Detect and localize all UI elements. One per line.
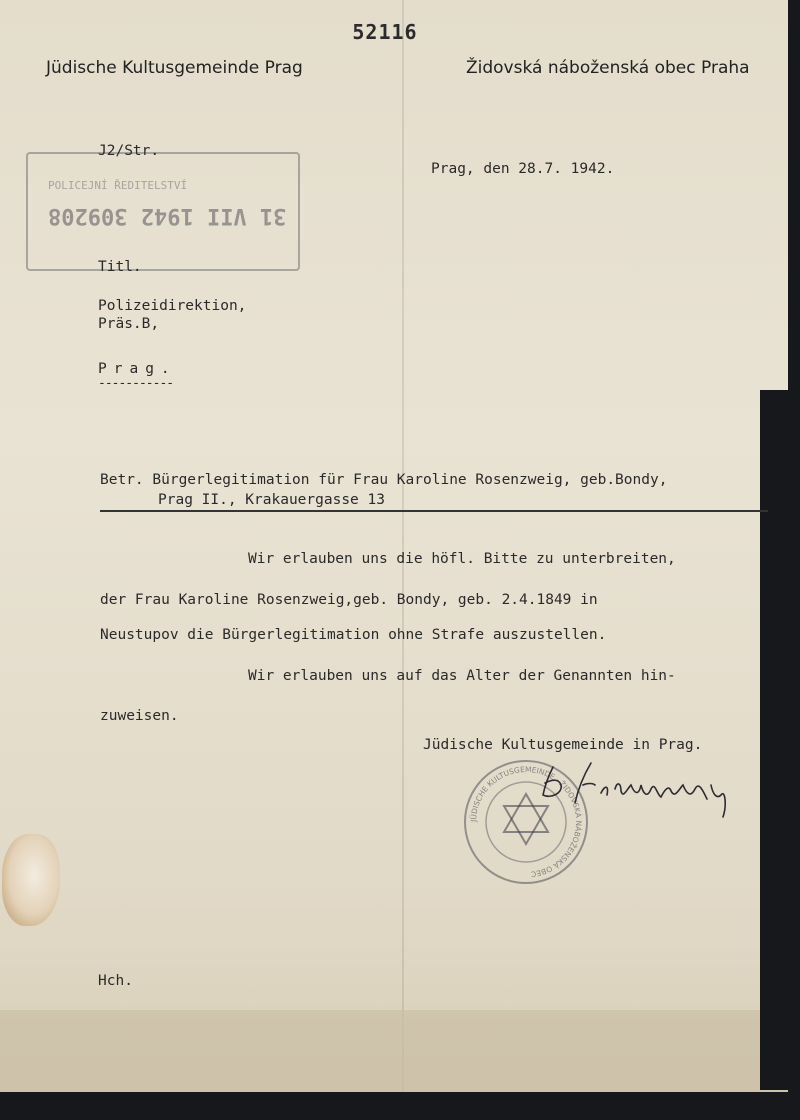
body-line-1: Wir erlauben uns die höfl. Bitte zu unterbreiten, xyxy=(248,551,676,567)
letterhead-czech: Židovská náboženská obec Praha xyxy=(466,58,750,78)
serial-number: 52116 xyxy=(352,20,418,44)
stamp-number: 31 VII 1942 309208 xyxy=(48,203,287,228)
reference-code: J2/Str. xyxy=(98,143,160,159)
body-line-2: der Frau Karoline Rosenzweig,geb. Bondy, geb. 2.4.1849 in xyxy=(100,592,598,608)
signature-block: Jüdische Kultusgemeinde in Prag. xyxy=(423,737,703,753)
subject-line-2: Prag II., Krakauergasse 13 xyxy=(158,492,385,508)
letterhead-german: Jüdische Kultusgemeinde Prag xyxy=(46,58,303,78)
handwritten-signature xyxy=(535,755,735,830)
body-line-3: Neustupov die Bürgerlegitimation ohne Strafe auszustellen. xyxy=(100,627,607,643)
body-line-5: zuweisen. xyxy=(100,708,179,724)
recipient-line-1: Polizeidirektion, xyxy=(98,298,247,314)
fold-line xyxy=(402,0,404,1092)
seal-text: JÜDISCHE KULTUSGEMEINDE · ŽIDOVSKÁ NÁBOŽENSKÁ OBEC xyxy=(468,764,584,879)
subject-underline xyxy=(100,510,768,512)
typist-initials: Hch. xyxy=(98,973,133,989)
recipient-city: Prag. xyxy=(98,361,177,377)
recipient-line-2: Präs.B, xyxy=(98,316,160,332)
subject-line-1: Betr. Bürgerlegitimation für Frau Karoline Rosenzweig, geb.Bondy, xyxy=(100,472,668,488)
body-line-4: Wir erlauben uns auf das Alter der Genannten hin- xyxy=(248,668,676,684)
city-underline: ----------- xyxy=(98,376,174,391)
date-line: Prag, den 28.7. 1942. xyxy=(431,161,615,177)
paper-bottom-edge xyxy=(0,1010,788,1092)
police-receipt-stamp xyxy=(26,152,300,271)
salutation: Titl. xyxy=(98,259,142,275)
adhesive-residue xyxy=(2,834,60,926)
svg-text:POLICEJNÍ ŘEDITELSTVÍ: POLICEJNÍ ŘEDITELSTVÍ xyxy=(48,179,188,192)
paper-torn-edge xyxy=(760,390,800,1090)
